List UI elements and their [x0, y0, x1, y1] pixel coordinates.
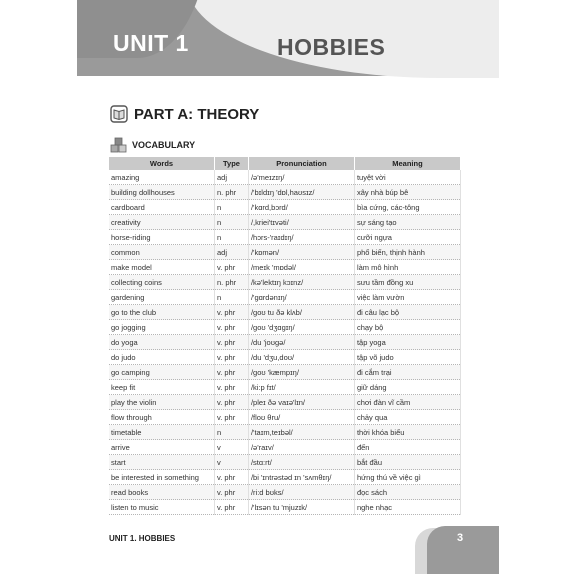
pronunciation-cell: /'taɪm,teɪbəl/	[248, 425, 354, 440]
vocabulary-table	[109, 157, 461, 515]
word-cell: gardening	[109, 290, 215, 305]
column-header-type: Type	[215, 157, 249, 170]
table-row	[109, 275, 461, 290]
type-cell: adj	[215, 170, 249, 185]
type-cell: v	[215, 455, 249, 470]
table-row	[109, 245, 461, 260]
type-cell: v. phr	[215, 410, 249, 425]
table-row	[109, 395, 461, 410]
table-row	[109, 260, 461, 275]
type-cell: n	[215, 200, 249, 215]
pronunciation-cell: /'kɑrd,bɔrd/	[248, 200, 354, 215]
word-cell: read books	[109, 485, 215, 500]
table-row	[109, 215, 461, 230]
word-cell: go jogging	[109, 320, 215, 335]
type-cell: v. phr	[215, 305, 249, 320]
section-title: PART A: THEORY	[134, 105, 260, 123]
table-row	[109, 290, 461, 305]
word-cell: collecting coins	[109, 275, 215, 290]
column-header-pronunciation: Pronunciation	[248, 157, 354, 170]
word-cell: flow through	[109, 410, 215, 425]
meaning-cell: phổ biến, thịnh hành	[354, 245, 460, 260]
table-row	[109, 425, 461, 440]
table-row	[109, 500, 461, 515]
pronunciation-cell: /meɪk 'mɒdəl/	[248, 260, 354, 275]
table-row	[109, 185, 461, 200]
word-cell: cardboard	[109, 200, 215, 215]
word-cell: be interested in something	[109, 470, 215, 485]
table-row	[109, 485, 461, 500]
word-cell: listen to music	[109, 500, 215, 515]
type-cell: n. phr	[215, 275, 249, 290]
word-cell: common	[109, 245, 215, 260]
word-cell: creativity	[109, 215, 215, 230]
pronunciation-cell: /,kriei'tɪvəti/	[248, 215, 354, 230]
pronunciation-cell: /pleɪ ðə vaɪə'lɪn/	[248, 395, 354, 410]
pronunciation-cell: /hɔrs-'raɪdɪŋ/	[248, 230, 354, 245]
meaning-cell: bắt đầu	[354, 455, 460, 470]
pronunciation-cell: /ri:d bʊks/	[248, 485, 354, 500]
type-cell: adj	[215, 245, 249, 260]
meaning-cell: cưỡi ngựa	[354, 230, 460, 245]
meaning-cell: hứng thú về việc gì	[354, 470, 460, 485]
meaning-cell: đọc sách	[354, 485, 460, 500]
table-row	[109, 410, 461, 425]
meaning-cell: nghe nhạc	[354, 500, 460, 515]
type-cell: n	[215, 215, 249, 230]
type-cell: v. phr	[215, 380, 249, 395]
pronunciation-cell: /du 'joʊgə/	[248, 335, 354, 350]
meaning-cell: giữ dáng	[354, 380, 460, 395]
word-cell: do yoga	[109, 335, 215, 350]
meaning-cell: chảy qua	[354, 410, 460, 425]
pronunciation-cell: /ə'raɪv/	[248, 440, 354, 455]
table-row	[109, 320, 461, 335]
unit-label: UNIT 1	[113, 30, 189, 56]
type-cell: n	[215, 290, 249, 305]
meaning-cell: làm mô hình	[354, 260, 460, 275]
page-number: 3	[457, 532, 464, 544]
type-cell: v. phr	[215, 335, 249, 350]
word-cell: amazing	[109, 170, 215, 185]
word-cell: do judo	[109, 350, 215, 365]
word-cell: start	[109, 455, 215, 470]
table-header-row	[109, 157, 461, 170]
vocabulary-table-body	[109, 170, 461, 515]
meaning-cell: thời khóa biểu	[354, 425, 460, 440]
meaning-cell: tập yoga	[354, 335, 460, 350]
pronunciation-cell: /goʊ 'dʒɑgɪŋ/	[248, 320, 354, 335]
meaning-cell: chạy bộ	[354, 320, 460, 335]
type-cell: n. phr	[215, 185, 249, 200]
table-row	[109, 365, 461, 380]
pronunciation-cell: /'lɪsən tu 'mjuzɪk/	[248, 500, 354, 515]
table-row	[109, 440, 461, 455]
table-row	[109, 305, 461, 320]
meaning-cell: tập võ judo	[354, 350, 460, 365]
meaning-cell: tuyệt vời	[354, 170, 460, 185]
word-cell: timetable	[109, 425, 215, 440]
word-cell: go to the club	[109, 305, 215, 320]
pronunciation-cell: /'kɒmən/	[248, 245, 354, 260]
book-icon	[110, 105, 128, 123]
meaning-cell: việc làm vườn	[354, 290, 460, 305]
meaning-cell: sự sáng tạo	[354, 215, 460, 230]
pronunciation-cell: /bi 'ɪntrəstəd ɪn 'sʌmθɪŋ/	[248, 470, 354, 485]
table-row	[109, 455, 461, 470]
footer-unit-label: UNIT 1. HOBBIES	[109, 534, 176, 543]
word-cell: keep fit	[109, 380, 215, 395]
meaning-cell: đi câu lạc bộ	[354, 305, 460, 320]
meaning-cell: chơi đàn vĩ cầm	[354, 395, 460, 410]
pronunciation-cell: /goʊ tu ðə klʌb/	[248, 305, 354, 320]
pronunciation-cell: /floʊ θru/	[248, 410, 354, 425]
word-cell: make model	[109, 260, 215, 275]
pronunciation-cell: /kə'lektɪŋ kɔɪnz/	[248, 275, 354, 290]
type-cell: v	[215, 440, 249, 455]
type-cell: v. phr	[215, 500, 249, 515]
type-cell: v. phr	[215, 350, 249, 365]
word-cell: play the violin	[109, 395, 215, 410]
word-cell: horse-riding	[109, 230, 215, 245]
textbook-page	[77, 0, 499, 574]
pronunciation-cell: /'gɑrdənɪŋ/	[248, 290, 354, 305]
table-row	[109, 350, 461, 365]
table-row	[109, 380, 461, 395]
meaning-cell: đến	[354, 440, 460, 455]
meaning-cell: xây nhà búp bê	[354, 185, 460, 200]
table-row	[109, 470, 461, 485]
word-cell: go camping	[109, 365, 215, 380]
page-title: HOBBIES	[277, 34, 386, 60]
meaning-cell: đi cắm trại	[354, 365, 460, 380]
type-cell: n	[215, 230, 249, 245]
type-cell: v. phr	[215, 395, 249, 410]
column-header-words: Words	[109, 157, 215, 170]
type-cell: n	[215, 425, 249, 440]
vocabulary-heading	[110, 137, 195, 153]
word-cell: building dollhouses	[109, 185, 215, 200]
vocabulary-title: VOCABULARY	[132, 140, 196, 150]
pronunciation-cell: /ə'meɪzɪŋ/	[248, 170, 354, 185]
blocks-icon	[110, 137, 128, 153]
table-row	[109, 230, 461, 245]
type-cell: v. phr	[215, 485, 249, 500]
type-cell: v. phr	[215, 365, 249, 380]
meaning-cell: sưu tầm đồng xu	[354, 275, 460, 290]
type-cell: v. phr	[215, 470, 249, 485]
type-cell: v. phr	[215, 260, 249, 275]
type-cell: v. phr	[215, 320, 249, 335]
table-row	[109, 335, 461, 350]
word-cell: arrive	[109, 440, 215, 455]
table-row	[109, 200, 461, 215]
pronunciation-cell: /du 'dʒu,doʊ/	[248, 350, 354, 365]
column-header-meaning: Meaning	[354, 157, 460, 170]
pronunciation-cell: /'bɪldɪŋ 'dɒl,haʊsɪz/	[248, 185, 354, 200]
meaning-cell: bìa cứng, các-tông	[354, 200, 460, 215]
table-row	[109, 170, 461, 185]
pronunciation-cell: /ki:p fɪt/	[248, 380, 354, 395]
pronunciation-cell: /stɑ:rt/	[248, 455, 354, 470]
section-heading	[110, 105, 259, 123]
pronunciation-cell: /goʊ 'kæmpɪŋ/	[248, 365, 354, 380]
